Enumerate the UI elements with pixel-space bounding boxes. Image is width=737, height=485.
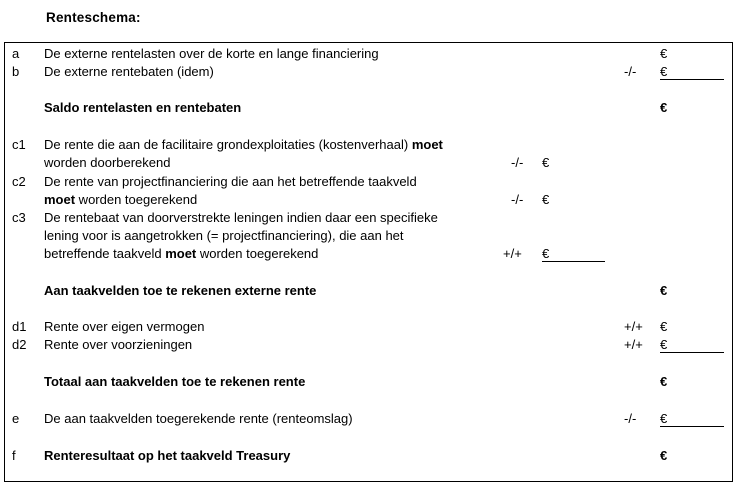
saldo-text: Saldo rentelasten en rentebaten [44, 100, 242, 115]
row-c3-sign: +/+ [503, 246, 522, 261]
row-b-text: De externe rentebaten (idem) [44, 64, 214, 79]
row-f-label: f [12, 448, 16, 463]
row-a-text: De externe rentelasten over de korte en lange financiering [44, 46, 379, 61]
row-c2-line2-text: worden toegerekend [75, 192, 198, 207]
saldo-euro: € [660, 100, 668, 115]
row-c3-line3-tail: worden toegerekend [196, 246, 319, 261]
row-d2-euro: € [660, 337, 668, 352]
row-c1-line2: worden doorberekend [44, 155, 171, 170]
row-f-text: Renteresultaat op het taakveld Treasury [44, 448, 291, 463]
row-d2-underline [660, 352, 724, 353]
row-b-sign: -/- [624, 64, 637, 79]
row-d1-label: d1 [12, 319, 27, 334]
row-c3-label: c3 [12, 210, 26, 225]
row-c2-sign: -/- [511, 192, 524, 207]
row-c3-line3 [44, 245, 318, 263]
row-e-text: De aan taakvelden toegerekende rente (renteomslag) [44, 411, 353, 426]
row-c1-emphasis: moet [411, 137, 443, 152]
totaal-euro: € [660, 374, 668, 389]
row-e-underline [660, 426, 724, 427]
row-c3-line3-text: betreffende taakveld [44, 246, 166, 261]
row-d2-text: Rente over voorzieningen [44, 337, 193, 352]
row-c3-emphasis: moet [165, 246, 197, 261]
row-d2-label: d2 [12, 337, 27, 352]
totaal-text: Totaal aan taakvelden toe te rekenen rente [44, 374, 306, 389]
row-e-sign: -/- [624, 411, 637, 426]
row-c3-underline [542, 261, 605, 262]
row-c2-label: c2 [12, 174, 26, 189]
row-c3-line1: De rentebaat van doorverstrekte leningen indien daar een specifieke [44, 210, 438, 225]
row-c1-sign: -/- [511, 155, 524, 170]
row-f-euro: € [660, 448, 668, 463]
row-a-label: a [12, 46, 20, 61]
row-d1-text: Rente over eigen vermogen [44, 319, 205, 334]
row-c3-line2: lening voor is aangetrokken (= projectfinanciering), die aan het [44, 228, 404, 243]
row-c1-euro: € [542, 155, 550, 170]
row-a-euro: € [660, 46, 668, 61]
row-c1-label: c1 [12, 137, 26, 152]
extern-euro: € [660, 283, 668, 298]
row-c2-line2 [44, 191, 197, 209]
row-b-euro: € [660, 64, 668, 79]
extern-text: Aan taakvelden toe te rekenen externe rente [44, 283, 317, 298]
row-c2-line1: De rente van projectfinanciering die aan het betreffende taakveld [44, 174, 417, 189]
row-b-underline [660, 79, 724, 80]
row-d1-sign: +/+ [624, 319, 643, 334]
row-c3-euro: € [542, 246, 550, 261]
schema-title: Renteschema: [46, 10, 141, 25]
row-c2-emphasis: moet [44, 192, 76, 207]
row-d2-sign: +/+ [624, 337, 643, 352]
row-c2-euro: € [542, 192, 550, 207]
row-e-euro: € [660, 411, 668, 426]
row-c1-line1-text: De rente die aan de facilitaire grondexploitaties (kostenverhaal) [44, 137, 412, 152]
row-e-label: e [12, 411, 20, 426]
row-b-label: b [12, 64, 20, 79]
row-c1-line1 [44, 136, 443, 154]
row-d1-euro: € [660, 319, 668, 334]
